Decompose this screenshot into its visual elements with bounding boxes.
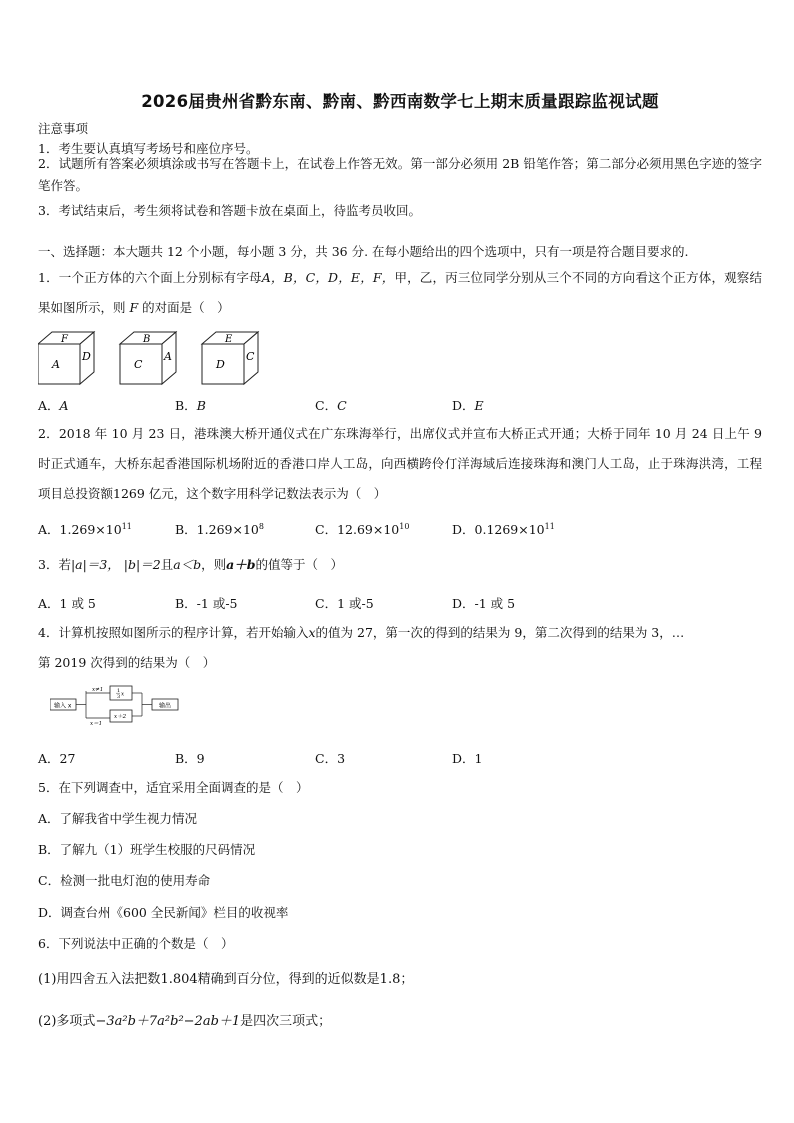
flow-input-label: 输入 x [54,702,72,710]
svg-text:3: 3 [117,694,121,700]
q4-option-d[interactable]: D．1 [452,751,483,766]
q3-expr: a＋b [226,557,256,572]
q1-stem-a: 1．一个正方体的六个面上分别标有字母 [38,270,262,285]
q1-option-b[interactable]: B．B [175,398,206,413]
q1-stem [38,263,762,323]
cube-1-top-label: F [61,334,68,345]
cube-2-top-label: B [143,334,151,345]
section-heading: 一、选择题：本大题共 12 个小题，每小题 3 分，共 36 分. 在每小题给出的四个选项中，只有一项是符合题目要求的. [38,244,689,259]
cube-2-side-label: A [164,350,172,363]
cube-2 [120,332,176,384]
q2-options [38,520,758,538]
q1-option-d[interactable]: D．E [452,398,484,413]
flow-add-label: x＋2 [114,714,127,720]
q1-options [38,396,758,414]
q5-stem: 5．在下列调查中，适宜采用全面调查的是（ ） [38,780,309,795]
cube-1-front-label: A [52,358,60,371]
q2-option-c[interactable]: C．$12.69\times 10^{10}$ [315,521,410,537]
flow-output-label: 输出 [159,702,172,710]
q4-options [38,749,758,767]
q2-stem: 2．2018 年 10 月 23 日，港珠澳大桥开通仪式在广东珠海举行，出席仪式并宣布大桥正式开通；大桥于同年 10 月 24 日上午 9 时正式通车，大桥东起香港国际机场附近的香港口岸人工岛，向西横跨伶仃洋海域后连接珠海和澳门人工岛，止于珠海洪湾，工程项目总投资额1269 亿元，这个数字用科学记数法表示为（ ） [38,426,762,501]
q4-stem-line1: 4．计算机按照如图所示的程序计算，若开始输入x的值为 27，第一次的得到的结果为 9，第二次得到的结果为 3，… [38,625,685,640]
q5-option-b[interactable]: B．了解九（1）班学生校服的尺码情况 [38,842,256,857]
svg-text:1: 1 [117,688,121,694]
q4-option-a[interactable]: A．27 [38,751,76,766]
q5-option-a[interactable]: A．了解我省中学生视力情况 [38,811,198,826]
q5-option-c[interactable]: C．检测一批电灯泡的使用寿命 [38,873,211,888]
q6-stem: 6．下列说法中正确的个数是（ ） [38,936,234,951]
cube-3-front-label: D [216,358,225,371]
cube-3-top-label: E [225,334,233,345]
q2-option-d[interactable]: D．$0.1269\times 10^{11}$ [452,521,555,537]
notice-item-2: 2．试题所有答案必须填涂或书写在答题卡上，在试卷上作答无效。第一部分必须用 2B 铅笔作答；第二部分必须用黑色字迹的签字笔作答。 [38,156,762,193]
q3-option-a[interactable]: A．1 或 5 [38,596,96,611]
q4-option-c[interactable]: C．3 [315,751,346,766]
q6-statement-1: (1)用四舍五入法把数1.804精确到百分位，得到的近似数是1.8； [38,972,414,987]
q4-stem-line2: 第 2019 次得到的结果为（ ） [38,655,216,670]
q1-option-a[interactable]: A．A [38,398,69,413]
q3-option-b[interactable]: B．-1 或-5 [175,596,238,611]
exam-page [38,0,762,1123]
q3-abs-a: |a|＝3， [70,557,120,572]
q1-cube-figure [38,330,268,386]
q1-stem-c: 的对面是（ ） [142,300,230,315]
q3-stem: 3．若|a|＝3， |b|＝2且a＜b，则a＋b的值等于（ ） [38,557,344,572]
q3-options [38,594,758,612]
q2-option-b[interactable]: B．$1.269\times 10^8$ [175,521,264,537]
q3-abs-b: |b|＝2 [123,557,161,572]
q1-stem-f: F [129,300,139,315]
flow-cond-bottom: x＝1 [90,721,103,726]
q4-option-b[interactable]: B．9 [175,751,205,766]
q6-statement-2: (2)多项式−3a²b＋7a²b²−2ab＋1是四次三项式； [38,1014,332,1029]
q1-stem-b: 甲，乙，丙三位同学分别从三个不同的方向看这个正方体，观察结果如图所示，则 [38,270,762,315]
notice-item-3: 3．考试结束后，考生须将试卷和答题卡放在桌面上，待监考员收回。 [38,203,421,218]
q1-stem-letters: A，B，C，D，E，F， [261,270,395,285]
cube-3-side-label: C [246,350,255,363]
q3-option-c[interactable]: C．1 或-5 [315,596,374,611]
q3-option-d[interactable]: D．-1 或 5 [452,596,516,611]
cube-3 [202,332,258,384]
q5-option-d[interactable]: D．调查台州《600 全民新闻》栏目的收视率 [38,905,289,920]
svg-text:x: x [121,691,125,698]
q1-option-c[interactable]: C．C [315,398,347,413]
cube-1-side-label: D [82,350,91,363]
cube-1 [38,332,94,384]
flow-cond-top: x≠1 [92,687,104,693]
q2-option-a[interactable]: A．$1.269\times 10^{11}$ [38,521,132,537]
notice-item-1: 1．考生要认真填写考场号和座位序号。 [38,141,259,156]
page-title: 2026届贵州省黔东南、黔南、黔西南数学七上期末质量跟踪监视试题 [141,92,659,111]
cube-2-front-label: C [134,358,143,371]
notice-heading: 注意事项 [38,121,89,136]
q3-ineq: a＜b [173,557,202,572]
q4-flowchart [50,684,190,726]
